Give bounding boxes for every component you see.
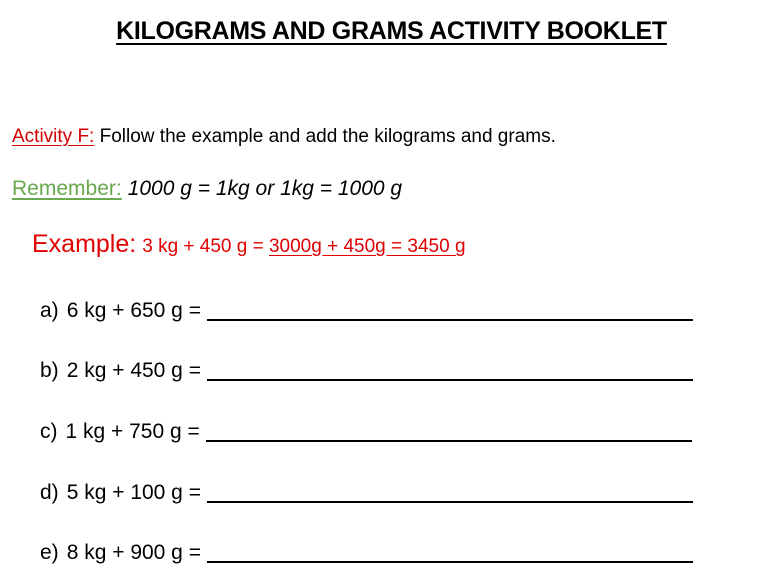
example-expression: 3 kg + 450 g = [142, 236, 269, 257]
question-letter: c) [40, 420, 58, 443]
activity-instruction [12, 124, 556, 150]
booklet-title-text: KILOGRAMS AND GRAMS ACTIVITY BOOKLET [116, 17, 667, 45]
example-answer: 3000g + 450g = 3450 g [268, 236, 466, 257]
remember-label: Remember: [12, 177, 122, 200]
question-d [40, 472, 730, 508]
remember-note [12, 174, 402, 204]
question-letter: a) [40, 299, 59, 322]
answer-line[interactable] [207, 319, 693, 321]
question-b [40, 350, 730, 386]
worked-example [32, 226, 466, 266]
activity-label: Activity F: [12, 126, 95, 147]
question-e [40, 532, 730, 568]
question-a [40, 290, 730, 326]
question-c [40, 411, 730, 447]
activity-instruction-text: Follow the example and add the kilograms and grams. [94, 126, 556, 147]
answer-line[interactable] [207, 379, 693, 381]
question-expression: 5 kg + 100 g = [66, 481, 201, 504]
example-label: Example: [32, 230, 137, 258]
answer-line[interactable] [207, 561, 693, 563]
question-letter: e) [40, 541, 59, 564]
question-letter: b) [40, 359, 59, 382]
question-expression: 1 kg + 750 g = [65, 420, 200, 443]
booklet-title [0, 14, 783, 48]
question-expression: 2 kg + 450 g = [66, 359, 201, 382]
remember-rule: 1000 g = 1kg or 1kg = 1000 g [127, 177, 403, 200]
question-letter: d) [40, 481, 59, 504]
question-expression: 8 kg + 900 g = [66, 541, 201, 564]
answer-line[interactable] [206, 440, 692, 442]
question-expression: 6 kg + 650 g = [66, 299, 201, 322]
answer-line[interactable] [207, 501, 693, 503]
